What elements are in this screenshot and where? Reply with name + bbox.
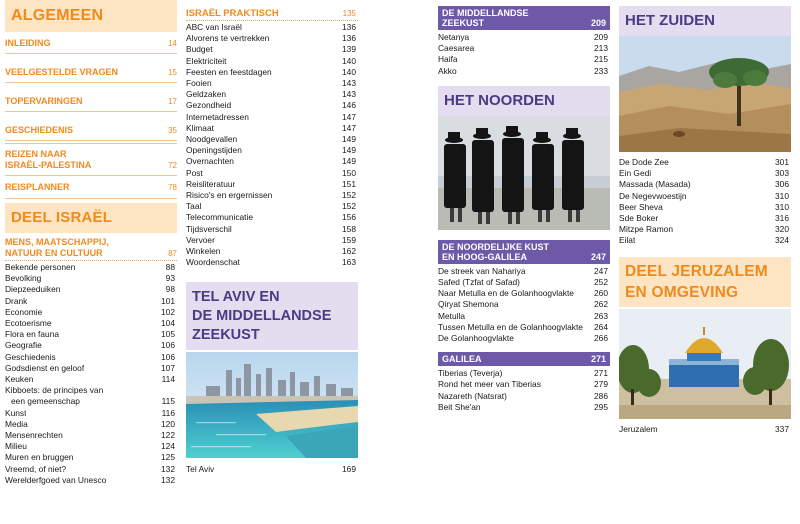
toc-entry-label: Beit She'an xyxy=(438,401,481,412)
toc-entry-label: Drank xyxy=(5,295,28,306)
toc-entry-page: 310 xyxy=(775,190,789,201)
section-header-praktisch[interactable] xyxy=(186,8,358,19)
toc-entry-page: 139 xyxy=(342,44,356,55)
toc-entry[interactable] xyxy=(186,78,358,89)
toc-entry-label: Beer Sheva xyxy=(619,201,663,212)
toc-entry-label: Openingstijden xyxy=(186,145,242,156)
section-header-telaviv xyxy=(186,282,358,350)
toc-entry-page: 107 xyxy=(161,362,175,373)
toc-entry-page: 233 xyxy=(594,65,608,76)
divider xyxy=(5,143,177,144)
toc-entry[interactable] xyxy=(438,43,610,54)
toc-entry-label: De streek van Nahariya xyxy=(438,265,526,276)
toc-entry-page: 104 xyxy=(161,318,175,329)
toc-entry-page: 306 xyxy=(775,179,789,190)
toc-entry-page: 263 xyxy=(594,310,608,321)
section-header-noordelijke[interactable] xyxy=(438,240,610,264)
toc-entry-page: 149 xyxy=(342,145,356,156)
noordelijke-line2: EN HOOG-GALILEA xyxy=(442,251,527,262)
toc-entry-label: Mitzpe Ramon xyxy=(619,224,673,235)
toc-entry-page: 106 xyxy=(161,351,175,362)
toc-entry[interactable] xyxy=(438,54,610,65)
telaviv-title-line2: DE MIDDELLANDSE xyxy=(192,308,332,325)
toc-entry-label: De Golanhoogvlakte xyxy=(438,333,514,344)
toc-entry[interactable] xyxy=(5,374,177,385)
toc-entry[interactable] xyxy=(5,329,177,340)
noordelijke-page: 247 xyxy=(590,251,606,262)
toc-link-label: INLEIDING xyxy=(5,38,51,48)
photo-desert-landscape xyxy=(619,36,791,152)
toc-entry-page: 286 xyxy=(594,390,608,401)
galilea-label: GALILEA xyxy=(442,354,482,365)
toc-entry[interactable] xyxy=(186,134,358,145)
toc-entry[interactable] xyxy=(5,363,177,374)
toc-entry[interactable] xyxy=(619,157,791,168)
toc-entry[interactable] xyxy=(619,235,791,246)
toc-entry[interactable] xyxy=(5,408,177,419)
toc-entry-page: 114 xyxy=(161,374,175,385)
section-header-middellandse[interactable] xyxy=(438,6,610,30)
toc-entry-label: Taal xyxy=(186,201,202,212)
toc-entry-label: Risico's en ergernissen xyxy=(186,190,273,201)
toc-entry-label: Kunst xyxy=(5,407,27,418)
toc-entry-page: 120 xyxy=(161,418,175,429)
toc-entry[interactable] xyxy=(5,352,177,363)
section-header-zuiden: HET ZUIDEN xyxy=(619,6,791,36)
toc-entry[interactable] xyxy=(186,257,358,268)
toc-entry-page: 310 xyxy=(775,201,789,212)
toc-list-middellandse xyxy=(438,32,610,77)
toc-entry[interactable] xyxy=(186,168,358,179)
toc-entry-page: 151 xyxy=(342,178,356,189)
toc-entry-page: 116 xyxy=(161,407,175,418)
section-header-praktisch-page: 135 xyxy=(342,9,356,18)
toc-entry[interactable] xyxy=(186,235,358,246)
toc-entry-page: 266 xyxy=(594,333,608,344)
toc-entry-label: De Dode Zee xyxy=(619,157,669,167)
section-header-jeruzalem xyxy=(619,257,791,307)
toc-entry[interactable] xyxy=(438,66,610,77)
toc-link-reizen[interactable] xyxy=(5,149,177,171)
toc-link-page: 14 xyxy=(168,39,177,48)
toc-entry-label: Werelderfgoed van Unesco xyxy=(5,474,107,485)
toc-entry-page: 106 xyxy=(161,340,175,351)
galilea-page: 271 xyxy=(590,354,606,365)
telaviv-title-line3: ZEEKUST xyxy=(192,327,260,344)
toc-entry-label: Tijdsverschil xyxy=(186,223,232,234)
toc-link-page: 17 xyxy=(168,97,177,106)
toc-entry[interactable] xyxy=(619,213,791,224)
toc-entry-label: Milieu xyxy=(5,441,27,452)
toc-entry-label: Post xyxy=(186,167,203,178)
toc-entry-label: Bekende personen xyxy=(5,262,76,272)
toc-entry[interactable] xyxy=(5,464,177,475)
jeruzalem-title-line1: DEEL JERUZALEM xyxy=(625,262,768,280)
subsection-mens-line2: NATUUR EN CULTUUR xyxy=(5,248,103,258)
toc-entry[interactable] xyxy=(186,22,358,33)
toc-list-noordelijke xyxy=(438,266,610,344)
toc-entry-label: Mensenrechten xyxy=(5,430,63,441)
toc-entry[interactable] xyxy=(186,156,358,167)
toc-entry-label: Vreemd, of niet? xyxy=(5,463,67,474)
toc-entry-label: Eilat xyxy=(619,235,636,246)
subsection-mens-page: 87 xyxy=(168,249,177,258)
toc-entry[interactable] xyxy=(5,307,177,318)
toc-entry-page: 149 xyxy=(342,156,356,167)
toc-entry-page: 125 xyxy=(161,452,175,463)
toc-entry-page: 140 xyxy=(342,55,356,66)
toc-entry[interactable] xyxy=(619,191,791,202)
toc-entry-page: 146 xyxy=(342,100,356,111)
toc-entry[interactable] xyxy=(186,67,358,78)
toc-entry-label: Fooien xyxy=(186,78,212,89)
toc-entry-page: 147 xyxy=(342,111,356,122)
toc-entry[interactable] xyxy=(186,44,358,55)
telaviv-title-line1: TEL AVIV EN xyxy=(192,289,280,306)
toc-entry-page: 260 xyxy=(594,288,608,299)
toc-entry-page: 252 xyxy=(594,277,608,288)
toc-link-general[interactable] xyxy=(5,67,177,78)
toc-entry-label: Media xyxy=(5,418,28,429)
toc-entry-page: 213 xyxy=(594,43,608,54)
toc-entry-page: 163 xyxy=(342,257,356,268)
toc-entry-page: 156 xyxy=(342,212,356,223)
toc-link-general[interactable] xyxy=(5,125,177,136)
toc-entry-label: Keuken xyxy=(5,374,34,385)
toc-entry-page: 122 xyxy=(161,430,175,441)
toc-entry-label: Feesten en feestdagen xyxy=(186,66,272,77)
toc-entry-label: Tiberias (Teverja) xyxy=(438,368,503,379)
toc-entry-page: 150 xyxy=(342,167,356,178)
toc-entry-label: Metulla xyxy=(438,310,465,321)
middellandse-line1: DE MIDDELLANDSE xyxy=(442,8,529,18)
toc-entry[interactable] xyxy=(5,441,177,452)
toc-entry-page: 136 xyxy=(342,22,356,32)
toc-link-reizen-page: 72 xyxy=(168,161,177,170)
column-general xyxy=(5,0,177,486)
toc-entry[interactable] xyxy=(186,123,358,134)
toc-entry-label: Netanya xyxy=(438,32,470,42)
toc-entry[interactable] xyxy=(438,32,610,43)
toc-entry-label: De Negevwoestijn xyxy=(619,190,687,201)
middellandse-page: 209 xyxy=(590,18,606,28)
toc-entry[interactable] xyxy=(186,89,358,100)
toc-entry-jeruzalem[interactable] xyxy=(619,424,791,435)
toc-entry-page: 143 xyxy=(342,89,356,100)
toc-entry[interactable] xyxy=(438,402,610,413)
toc-link-label: TOPERVARINGEN xyxy=(5,96,83,106)
toc-entry-page: 159 xyxy=(342,234,356,245)
toc-entry-label: Elektriciteit xyxy=(186,55,227,66)
toc-entry-page: 149 xyxy=(342,134,356,145)
toc-entry-label: Nazareth (Natsrat) xyxy=(438,390,507,401)
toc-entry-label: Flora en fauna xyxy=(5,329,60,340)
photo-tel-aviv-coast xyxy=(186,352,358,458)
toc-entry-page: 209 xyxy=(594,32,608,42)
toc-entry-label: Bevolking xyxy=(5,273,42,284)
toc-entry[interactable] xyxy=(5,385,177,396)
toc-entry-page: 264 xyxy=(594,321,608,332)
toc-list-mens xyxy=(5,262,177,486)
toc-entry[interactable] xyxy=(438,299,610,310)
toc-link-label: VEELGESTELDE VRAGEN xyxy=(5,67,119,77)
toc-entry[interactable] xyxy=(438,368,610,379)
toc-entry-label: Overnachten xyxy=(186,156,234,167)
noordelijke-line1: DE NOORDELIJKE KUST xyxy=(442,241,550,252)
toc-entry-label: Sde Boker xyxy=(619,213,659,224)
toc-entry-label: een gemeenschap xyxy=(11,396,80,407)
toc-entry-label: Economie xyxy=(5,306,43,317)
toc-entry[interactable] xyxy=(438,266,610,277)
toc-link-page: 15 xyxy=(168,68,177,77)
toc-entry-label: Diepzeeduiken xyxy=(5,284,61,295)
toc-entry-page: 215 xyxy=(594,54,608,65)
toc-entry-page: 88 xyxy=(165,262,175,272)
toc-entry-label: Internetadressen xyxy=(186,111,249,122)
toc-entry-label: Tel Aviv xyxy=(186,464,215,475)
toc-entry-page: 247 xyxy=(594,265,608,276)
toc-entry-page: 152 xyxy=(342,201,356,212)
toc-entry[interactable] xyxy=(619,179,791,190)
divider xyxy=(5,82,177,83)
toc-entry-page: 303 xyxy=(775,168,789,179)
toc-entry-page: 140 xyxy=(342,66,356,77)
toc-entry-label: Jeruzalem xyxy=(619,423,658,434)
photo-orthodox-men xyxy=(438,116,610,230)
jeruzalem-title-line2: EN OMGEVING xyxy=(625,283,739,301)
divider xyxy=(5,198,177,199)
toc-entry-label: Akko xyxy=(438,65,457,76)
toc-entry[interactable] xyxy=(5,396,177,407)
toc-entry-label: Safed (Tzfat of Safad) xyxy=(438,277,520,288)
toc-entry[interactable] xyxy=(5,340,177,351)
toc-entry[interactable] xyxy=(186,224,358,235)
toc-link-general[interactable] xyxy=(5,38,177,49)
toc-entry-label: Klimaat xyxy=(186,122,214,133)
toc-entry-label: Geldzaken xyxy=(186,89,227,100)
toc-entry-label: Winkelen xyxy=(186,246,221,257)
section-header-noorden: HET NOORDEN xyxy=(438,86,610,116)
toc-entry-page: 279 xyxy=(594,379,608,390)
toc-entry-page: 132 xyxy=(161,463,175,474)
toc-entry[interactable] xyxy=(5,430,177,441)
toc-entry-label: Reisliteratuur xyxy=(186,178,236,189)
toc-entry-page: 147 xyxy=(342,122,356,133)
toc-entry-page: 158 xyxy=(342,223,356,234)
divider xyxy=(5,175,177,176)
photo-dome-of-the-rock xyxy=(619,309,791,419)
toc-entry-page: 262 xyxy=(594,299,608,310)
toc-entry-label: Muren en bruggen xyxy=(5,452,74,463)
toc-entry-label: Haifa xyxy=(438,54,458,65)
toc-entry-page: 132 xyxy=(161,474,175,485)
toc-entry-page: 102 xyxy=(161,306,175,317)
toc-entry[interactable] xyxy=(186,190,358,201)
subsection-mens[interactable] xyxy=(5,237,177,259)
section-header-deel-israel: DEEL ISRAËL xyxy=(5,203,177,233)
toc-entry-page: 105 xyxy=(161,329,175,340)
toc-entry[interactable] xyxy=(186,112,358,123)
toc-entry[interactable] xyxy=(619,224,791,235)
toc-entry-label: Qiryat Shemona xyxy=(438,299,499,310)
toc-entry[interactable] xyxy=(186,145,358,156)
toc-entry-page: 143 xyxy=(342,78,356,89)
dotted-rule xyxy=(186,20,358,21)
divider xyxy=(5,53,177,54)
toc-entry-page: 316 xyxy=(775,213,789,224)
toc-entry-page: 115 xyxy=(161,396,175,407)
toc-link-reisplanner-page: 78 xyxy=(168,183,177,192)
toc-entry-page: 93 xyxy=(165,273,175,284)
toc-entry-page: 124 xyxy=(161,441,175,452)
toc-entry[interactable] xyxy=(186,179,358,190)
toc-entry-page: 320 xyxy=(775,224,789,235)
divider xyxy=(5,111,177,112)
toc-link-reizen-line1: REIZEN NAAR xyxy=(5,149,67,159)
toc-entry-page: 324 xyxy=(775,235,789,246)
toc-entry-page: 162 xyxy=(342,246,356,257)
divider xyxy=(5,140,177,141)
toc-link-general[interactable] xyxy=(5,96,177,107)
toc-entry-page: 98 xyxy=(165,284,175,295)
toc-entry-label: Massada (Masada) xyxy=(619,179,691,190)
section-header-praktisch-label: ISRAËL PRAKTISCH xyxy=(186,8,279,19)
toc-entry-label: Ecotoerisme xyxy=(5,318,52,329)
toc-entry[interactable] xyxy=(5,452,177,463)
toc-entry-page: 152 xyxy=(342,190,356,201)
toc-entry-page: 295 xyxy=(594,401,608,412)
toc-entry-label: Kibboets: de principes van xyxy=(5,385,104,396)
toc-entry-label: Gezondheid xyxy=(186,100,232,111)
toc-entry[interactable] xyxy=(186,100,358,111)
toc-entry-label: Godsdienst en geloof xyxy=(5,362,85,373)
toc-entry[interactable] xyxy=(438,311,610,322)
toc-entry[interactable] xyxy=(186,212,358,223)
toc-entry[interactable] xyxy=(438,277,610,288)
toc-entry[interactable] xyxy=(186,246,358,257)
toc-link-reisplanner-label: REISPLANNER xyxy=(5,182,70,192)
toc-link-label: GESCHIEDENIS xyxy=(5,125,74,135)
toc-link-reisplanner[interactable] xyxy=(5,182,177,193)
toc-entry-label: Tussen Metulla en de Golanhoogvlakte xyxy=(438,321,583,332)
toc-entry[interactable] xyxy=(619,168,791,179)
toc-entry[interactable] xyxy=(186,33,358,44)
section-header-algemeen: ALGEMEEN xyxy=(5,0,177,32)
toc-entry-label: ABC van Israël xyxy=(186,22,242,32)
toc-entry-label: Caesarea xyxy=(438,43,475,54)
toc-entry-label: Geografie xyxy=(5,340,42,351)
toc-entry[interactable] xyxy=(5,475,177,486)
toc-entry-page: 337 xyxy=(775,423,789,434)
toc-entry-label: Naar Metulla en de Golanhoogvlakte xyxy=(438,288,574,299)
toc-entry[interactable] xyxy=(5,296,177,307)
toc-entry-page: 101 xyxy=(161,295,175,306)
toc-entry[interactable] xyxy=(5,273,177,284)
toc-entry[interactable] xyxy=(186,201,358,212)
toc-entry-label: Alvorens te vertrekken xyxy=(186,33,270,44)
toc-entry[interactable] xyxy=(438,322,610,333)
toc-entry-label: Noodgevallen xyxy=(186,134,238,145)
toc-entry-label: Ein Gedi xyxy=(619,168,652,179)
middellandse-line2: ZEEKUST xyxy=(442,18,485,28)
toc-entry[interactable] xyxy=(438,333,610,344)
subsection-mens-line1: MENS, MAATSCHAPPIJ, xyxy=(5,237,109,247)
toc-entry[interactable] xyxy=(5,284,177,295)
toc-link-page: 35 xyxy=(168,126,177,135)
toc-entry-page: 301 xyxy=(775,157,789,167)
general-links xyxy=(5,38,177,141)
toc-list-zuiden xyxy=(619,157,791,247)
toc-entry[interactable] xyxy=(5,318,177,329)
toc-entry[interactable] xyxy=(438,288,610,299)
column-zuiden-jeruzalem xyxy=(619,0,791,435)
toc-entry-label: Geschiedenis xyxy=(5,351,56,362)
toc-entry-label: Woordenschat xyxy=(186,257,240,268)
toc-entry[interactable] xyxy=(5,419,177,430)
toc-entry-label: Rond het meer van Tiberias xyxy=(438,379,541,390)
toc-entry-label: Vervoer xyxy=(186,234,215,245)
toc-entry-page: 136 xyxy=(342,33,356,44)
column-noorden xyxy=(438,0,610,413)
toc-entry[interactable] xyxy=(186,56,358,67)
toc-entry-page: 271 xyxy=(594,368,608,379)
toc-entry[interactable] xyxy=(619,202,791,213)
toc-entry[interactable] xyxy=(438,391,610,402)
toc-list-praktisch xyxy=(186,22,358,268)
toc-entry-tel-aviv[interactable] xyxy=(186,464,358,475)
toc-entry-label: Budget xyxy=(186,44,213,55)
column-praktisch xyxy=(186,0,358,476)
toc-link-reizen-line2: ISRAËL-PALESTINA xyxy=(5,160,92,170)
toc-list-galilea xyxy=(438,368,610,413)
toc-entry[interactable] xyxy=(438,379,610,390)
toc-entry-page: 169 xyxy=(342,464,356,475)
dotted-rule xyxy=(5,260,177,261)
toc-entry-label: Telecommunicatie xyxy=(186,212,254,223)
section-header-galilea[interactable] xyxy=(438,352,610,366)
toc-entry[interactable] xyxy=(5,262,177,273)
